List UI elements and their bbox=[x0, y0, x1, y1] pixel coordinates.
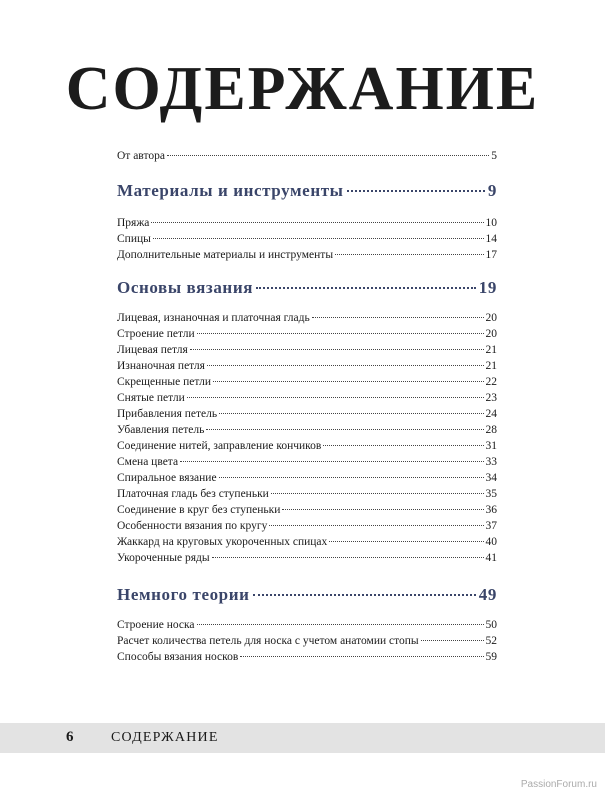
leader-dots bbox=[180, 461, 483, 462]
toc-entry[interactable] bbox=[117, 310, 497, 326]
section-heading[interactable] bbox=[117, 181, 497, 207]
section-title: Основы вязания bbox=[117, 278, 254, 297]
toc-entry-page: 28 bbox=[485, 424, 497, 436]
toc-entry-page: 21 bbox=[485, 360, 497, 372]
toc-entry-page: 52 bbox=[485, 635, 497, 647]
toc-entry-label: Дополнительные материалы и инструменты bbox=[117, 249, 334, 261]
footer-title: СОДЕРЖАНИЕ bbox=[111, 730, 219, 745]
toc-entry[interactable] bbox=[117, 231, 497, 247]
footer-page-number: 6 bbox=[66, 729, 74, 745]
toc-entry-page: 22 bbox=[485, 376, 497, 388]
toc-entry[interactable] bbox=[117, 358, 497, 374]
toc-entry-page: 41 bbox=[485, 552, 497, 564]
toc-entry[interactable] bbox=[117, 502, 497, 518]
leader-dots bbox=[219, 477, 484, 478]
leader-dots bbox=[421, 640, 484, 641]
toc-entry[interactable] bbox=[117, 534, 497, 550]
section-title: Материалы и инструменты bbox=[117, 181, 344, 200]
section-page: 49 bbox=[478, 585, 497, 604]
toc-entry-page: 37 bbox=[485, 520, 497, 532]
toc-entry[interactable] bbox=[117, 454, 497, 470]
toc-entry-page: 50 bbox=[485, 619, 497, 631]
toc-entry-label: Изнаночная петля bbox=[117, 360, 205, 372]
leader-dots bbox=[197, 333, 484, 334]
leader-dots bbox=[312, 317, 484, 318]
toc-entry-page: 36 bbox=[485, 504, 497, 516]
toc-entry[interactable] bbox=[117, 342, 497, 358]
toc-entry[interactable] bbox=[117, 406, 497, 422]
toc-entry-page: 40 bbox=[485, 536, 497, 548]
toc-entry[interactable] bbox=[117, 374, 497, 390]
section-heading[interactable] bbox=[117, 585, 497, 611]
toc-entry-label: Лицевая петля bbox=[117, 344, 188, 356]
toc-entry-label: Расчет количества петель для носка с учетом анатомии стопы bbox=[117, 635, 419, 647]
toc-entry-label: Убавления петель bbox=[117, 424, 205, 436]
toc-entry-page: 31 bbox=[485, 440, 497, 452]
leader-dots bbox=[240, 656, 483, 657]
toc-section-basics bbox=[117, 278, 497, 566]
toc-entry-label: Пряжа bbox=[117, 217, 150, 229]
toc-entry[interactable] bbox=[117, 617, 497, 633]
toc-entry-page: 17 bbox=[485, 249, 497, 261]
leader-dots bbox=[207, 365, 484, 366]
toc-entry[interactable] bbox=[117, 390, 497, 406]
leader-dots bbox=[187, 397, 484, 398]
page-title: СОДЕРЖАНИЕ bbox=[65, 55, 540, 123]
toc-entry[interactable] bbox=[117, 518, 497, 534]
toc-entry-label: Укороченные ряды bbox=[117, 552, 210, 564]
toc-entry-label: Строение носка bbox=[117, 619, 195, 631]
toc-entry-page: 20 bbox=[485, 328, 497, 340]
leader-dots bbox=[329, 541, 483, 542]
leader-dots bbox=[206, 429, 483, 430]
leader-dots bbox=[256, 287, 476, 289]
leader-dots bbox=[269, 525, 483, 526]
leader-dots bbox=[323, 445, 483, 446]
toc-entry-label: Смена цвета bbox=[117, 456, 179, 468]
toc-entry-page: 33 bbox=[485, 456, 497, 468]
toc-entry-label: Особенности вязания по кругу bbox=[117, 520, 268, 532]
toc-entry-page: 23 bbox=[485, 392, 497, 404]
leader-dots bbox=[271, 493, 484, 494]
toc-entry[interactable] bbox=[117, 486, 497, 502]
section-page: 9 bbox=[487, 181, 497, 200]
toc-entry-label: Соединение в круг без ступеньки bbox=[117, 504, 281, 516]
toc-entry-page: 20 bbox=[485, 312, 497, 324]
toc-intro bbox=[117, 148, 497, 164]
toc-entry[interactable] bbox=[117, 438, 497, 454]
section-title: Немного теории bbox=[117, 585, 250, 604]
leader-dots bbox=[153, 238, 484, 239]
toc-entry-label: Спицы bbox=[117, 233, 151, 245]
toc-entry[interactable] bbox=[117, 422, 497, 438]
section-page: 19 bbox=[478, 278, 497, 297]
toc-entry[interactable] bbox=[117, 215, 497, 231]
leader-dots bbox=[151, 222, 483, 223]
toc-section-theory bbox=[117, 585, 497, 665]
toc-entry[interactable] bbox=[117, 247, 497, 263]
toc-entry[interactable] bbox=[117, 649, 497, 665]
toc-entry[interactable] bbox=[117, 326, 497, 342]
toc-entry-label: Соединение нитей, заправление кончиков bbox=[117, 440, 322, 452]
toc-entry-page: 35 bbox=[485, 488, 497, 500]
leader-dots bbox=[167, 155, 489, 156]
toc-entry[interactable] bbox=[117, 148, 497, 164]
leader-dots bbox=[219, 413, 483, 414]
toc-entry-label: Способы вязания носков bbox=[117, 651, 239, 663]
toc-entry-page: 59 bbox=[485, 651, 497, 663]
toc-entry-page: 34 bbox=[485, 472, 497, 484]
toc-entry-label: Прибавления петель bbox=[117, 408, 218, 420]
leader-dots bbox=[347, 190, 485, 192]
page-footer bbox=[0, 723, 605, 753]
toc-entry[interactable] bbox=[117, 633, 497, 649]
toc-entry-label: Жаккард на круговых укороченных спицах bbox=[117, 536, 328, 548]
leader-dots bbox=[253, 594, 476, 596]
leader-dots bbox=[197, 624, 484, 625]
toc-entry-label: Платочная гладь без ступеньки bbox=[117, 488, 269, 500]
toc-entry-label: Спиральное вязание bbox=[117, 472, 217, 484]
toc-entry-page: 14 bbox=[485, 233, 497, 245]
toc-entry-label: Снятые петли bbox=[117, 392, 185, 404]
toc-entry-label: От автора bbox=[117, 150, 165, 162]
toc-section-materials bbox=[117, 181, 497, 263]
watermark: PassionForum.ru bbox=[520, 779, 597, 790]
leader-dots bbox=[213, 381, 484, 382]
leader-dots bbox=[212, 557, 484, 558]
toc-entry-page: 5 bbox=[491, 150, 497, 162]
toc-entry-page: 24 bbox=[485, 408, 497, 420]
toc-entry-label: Скрещенные петли bbox=[117, 376, 211, 388]
toc-entry-label: Строение петли bbox=[117, 328, 195, 340]
toc-entry[interactable] bbox=[117, 470, 497, 486]
toc-entry-page: 10 bbox=[485, 217, 497, 229]
toc-entry-label: Лицевая, изнаночная и платочная гладь bbox=[117, 312, 310, 324]
leader-dots bbox=[190, 349, 484, 350]
leader-dots bbox=[282, 509, 483, 510]
toc-entry-page: 21 bbox=[485, 344, 497, 356]
toc-entry[interactable] bbox=[117, 550, 497, 566]
leader-dots bbox=[335, 254, 483, 255]
section-heading[interactable] bbox=[117, 278, 497, 304]
